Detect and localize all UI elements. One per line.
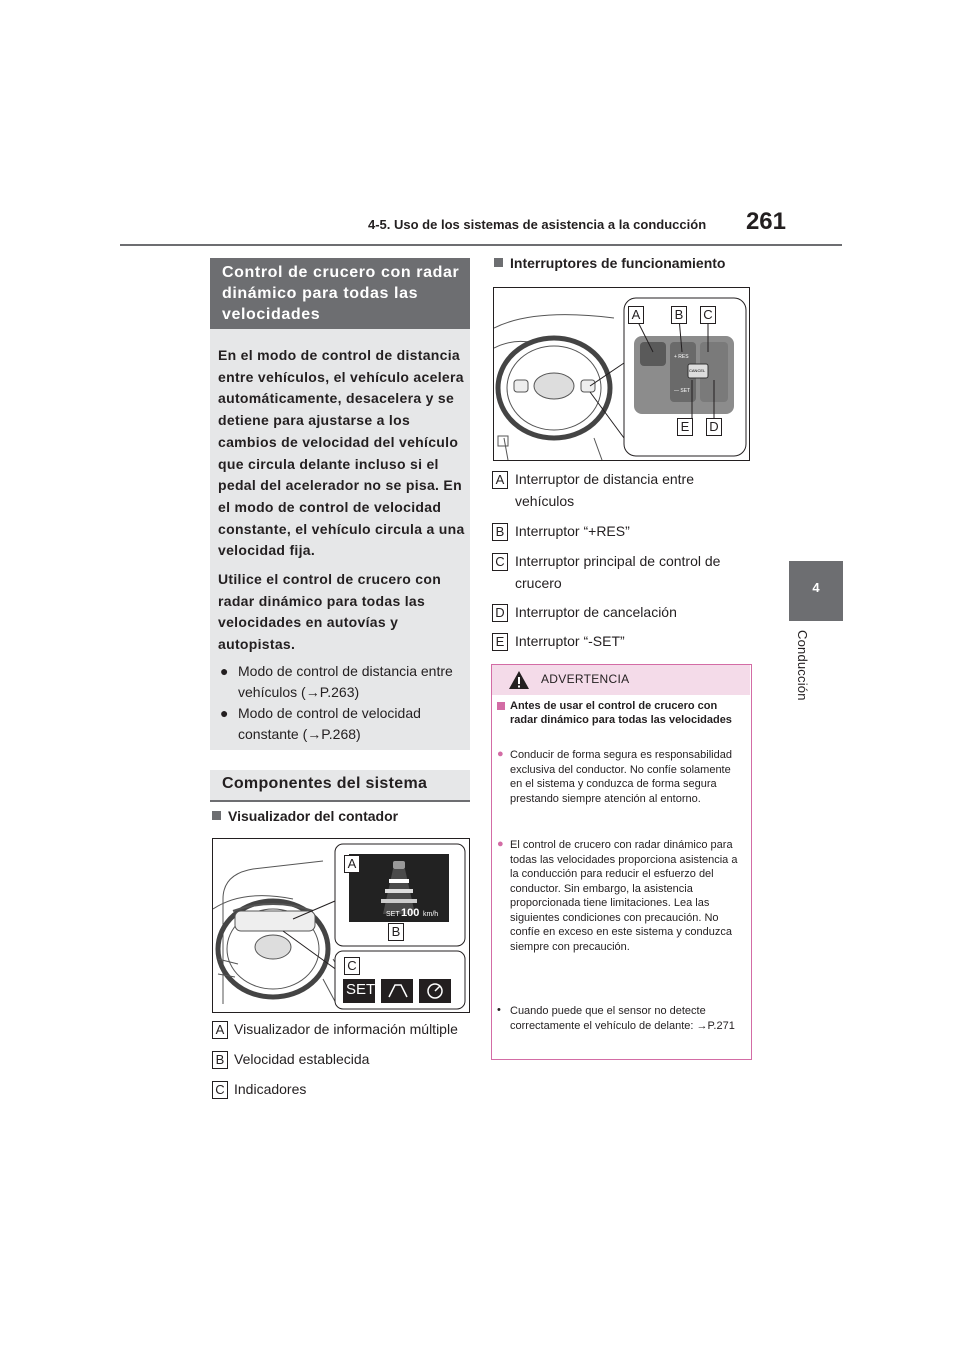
callout-a: A	[344, 855, 360, 873]
warning-dot-icon: ●	[497, 748, 504, 760]
square-bullet-icon	[212, 811, 221, 820]
meter-drawing	[213, 839, 469, 1012]
square-bullet-icon	[494, 258, 503, 267]
section2-title: Componentes del sistema	[222, 775, 428, 792]
switch-item-text: Interruptor de cancelación	[515, 604, 677, 620]
warning-triangle-icon	[508, 670, 530, 690]
bullet-dot: ●	[220, 705, 229, 721]
meter-illustration	[212, 838, 470, 1013]
meter-item-text: Velocidad establecida	[234, 1051, 370, 1067]
bullet-item[interactable]: Modo de control de velocidad constante (→P.268)	[238, 705, 421, 742]
callout-d: D	[706, 418, 722, 436]
switch-heading: Interruptores de funcionamiento	[494, 255, 725, 271]
callout-e: E	[677, 418, 693, 436]
warning-item: Cuando puede que el sensor no detecte correctamente el vehículo de delante: →P.271	[510, 1005, 735, 1032]
warning-item: El control de crucero con radar dinámico para todas las velocidades proporciona asistencia a la conducción para reducir el esfuerzo del conductor. Sin embargo, la asistencia proporcionada tiene limitaciones. Lea las siguientes condiciones con precaución. No confíe en exceso en este sistema y conduzca siempre con precaución.	[510, 839, 738, 953]
header-rule	[120, 244, 842, 246]
switch-illustration	[493, 287, 750, 461]
meter-set-label: SET	[386, 911, 400, 918]
key-e: E	[492, 633, 508, 651]
intro-paragraph-2: Utilice el control de crucero con radar dinámico para todas las velocidades en autovías y autopistas.	[218, 571, 442, 653]
warning-square-bullet-icon	[497, 702, 505, 710]
switch-item-text: Interruptor “+RES”	[515, 523, 630, 539]
bullet-dot: ●	[220, 663, 229, 679]
warning-bullet-icon: •	[497, 1004, 501, 1016]
meter-item-text: Visualizador de información múltiple	[234, 1021, 458, 1037]
key-a: A	[492, 471, 508, 489]
key-a: A	[212, 1021, 228, 1039]
warning-item: Conducir de forma segura es responsabilidad exclusiva del conductor. No confíe solamente en el sistema y conduzca de forma segura prestando siempre atención al entorno.	[510, 749, 732, 805]
set-label: — SET	[674, 388, 691, 394]
chapter-tab-number: 4	[812, 580, 820, 595]
meter-speed: 100	[401, 907, 420, 919]
callout-a: A	[628, 306, 644, 324]
key-b: B	[212, 1051, 228, 1069]
switch-item-text: Interruptor principal de control de crucero	[515, 553, 721, 591]
bullet-item[interactable]: Modo de control de distancia entre vehículos (→P.263)	[238, 663, 453, 700]
callout-c: C	[700, 306, 716, 324]
section2-rule	[210, 800, 470, 802]
warning-heading: Antes de usar el control de crucero con radar dinámico para todas las velocidades	[510, 700, 732, 726]
cancel-label: CANCEL	[689, 368, 706, 373]
meter-heading: Visualizador del contador	[212, 808, 398, 824]
chapter-tab-label: Conducción	[795, 630, 810, 701]
callout-b: B	[671, 306, 687, 324]
callout-c: C	[344, 957, 360, 975]
key-b: B	[492, 523, 508, 541]
switch-item-text: Interruptor “-SET”	[515, 633, 625, 649]
intro-paragraph-1: En el modo de control de distancia entre vehículos, el vehículo acelera automáticamente, desacelera y se detiene para ajustarse a los cambios de velocidad del vehículo que circula delante incluso si el pedal del acelerador no se pisa. En el modo de control de velocidad constante, el vehículo circula a una velocidad fija.	[218, 347, 465, 559]
meter-unit: km/h	[423, 911, 439, 918]
key-c: C	[212, 1081, 228, 1099]
set-indicator: SET	[346, 981, 376, 998]
key-d: D	[492, 604, 508, 622]
page-number: 261	[745, 208, 786, 235]
key-c: C	[492, 553, 508, 571]
res-label: + RES	[674, 354, 689, 360]
header-section-title: 4-5. Uso de los sistemas de asistencia a la conducción	[368, 217, 707, 232]
warning-dot-icon: ●	[497, 838, 504, 850]
callout-b: B	[388, 923, 404, 941]
warning-title: ADVERTENCIA	[541, 672, 630, 686]
meter-item-text: Indicadores	[234, 1081, 307, 1097]
section1-title: Control de crucero con radar dinámico para todas las velocidades	[222, 264, 460, 323]
switch-item-text: Interruptor de distancia entre vehículos	[515, 471, 694, 509]
